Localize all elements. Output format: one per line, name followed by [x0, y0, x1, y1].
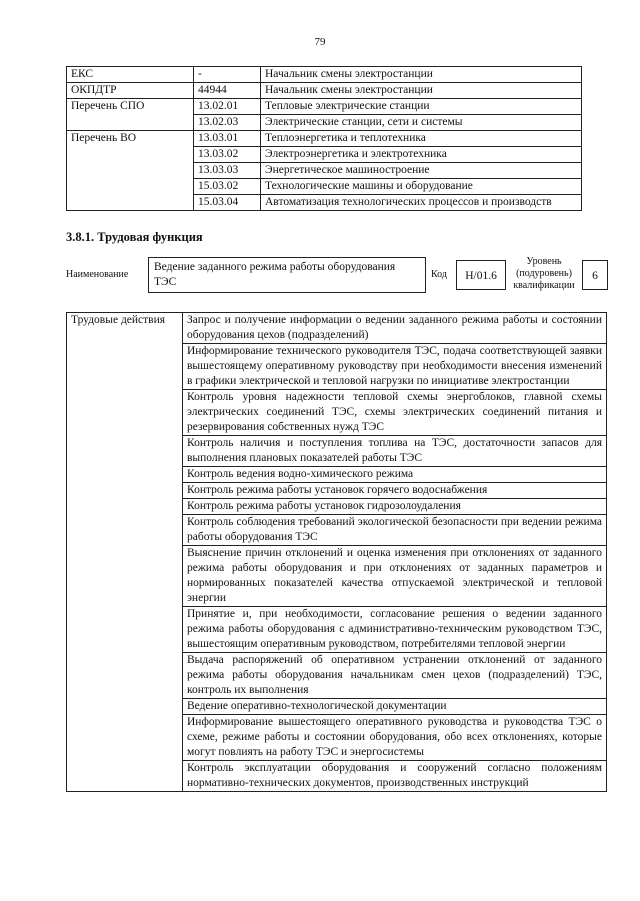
classifier-code: 13.03.02 — [194, 147, 261, 163]
classifier-code: 13.02.01 — [194, 99, 261, 115]
labor-action: Контроль режима работы установок горячего водоснабжения — [183, 483, 607, 499]
classifier-code: 13.02.03 — [194, 115, 261, 131]
actions-label: Трудовые действия — [67, 313, 183, 792]
classifiers-table — [66, 66, 582, 211]
labor-actions-table — [66, 312, 607, 792]
classifier-title: Тепловые электрические станции — [261, 99, 582, 115]
classifier-row — [67, 99, 582, 115]
labor-action: Информирование вышестоящего оперативного руководства и руководства ТЭС о схеме, режиме работы и состоянии оборудования, обо всех отклонениях, которые могут повлиять на работу ТЭС и энергосистемы — [183, 715, 607, 761]
classifier-name: ЕКС — [67, 67, 194, 83]
classifier-code: 44944 — [194, 83, 261, 99]
classifier-row — [67, 67, 582, 83]
labor-action: Информирование технического руководителя ТЭС, подача соответствующей заявки вышестоящему оперативному руководству при необходимости внесения изменений в графики электрической и тепловой нагрузки по инициативе электростанции — [183, 344, 607, 390]
name-label: Наименование — [66, 269, 129, 280]
labor-action: Контроль уровня надежности тепловой схемы энергоблоков, главной схемы электрических соединений ТЭС, схемы электрических соединений питания и резервирования собственных нужд ТЭС — [183, 390, 607, 436]
classifier-title: Теплоэнергетика и теплотехника — [261, 131, 582, 147]
classifier-title: Начальник смены электростанции — [261, 67, 582, 83]
function-code: Н/01.6 — [456, 260, 506, 290]
code-label: Код — [431, 269, 447, 280]
labor-action: Контроль наличия и поступления топлива на ТЭС, достаточности запасов для выполнения плановых показателей работы ТЭС — [183, 436, 607, 467]
section-title: 3.8.1. Трудовая функция — [66, 230, 203, 244]
action-row — [67, 313, 607, 344]
classifier-row — [67, 131, 582, 147]
labor-action: Выдача распоряжений об оперативном устранении отклонений от заданного режима работы оборудования начальникам смен цехов (подразделений) ТЭС, контроль их выполнения — [183, 653, 607, 699]
classifier-title: Энергетическое машиностроение — [261, 163, 582, 179]
classifier-name: Перечень СПО — [67, 99, 194, 131]
labor-action: Контроль ведения водно-химического режима — [183, 467, 607, 483]
classifier-code: 15.03.02 — [194, 179, 261, 195]
qualification-level: 6 — [582, 260, 608, 290]
function-header — [66, 254, 606, 298]
classifier-title: Начальник смены электростанции — [261, 83, 582, 99]
classifier-row — [67, 83, 582, 99]
labor-action: Ведение оперативно-технологической документации — [183, 699, 607, 715]
classifier-code: 15.03.04 — [194, 195, 261, 211]
classifier-title: Электроэнергетика и электротехника — [261, 147, 582, 163]
labor-action: Запрос и получение информации о ведении заданного режима работы и состоянии оборудования цехов (подразделений) — [183, 313, 607, 344]
classifier-code: 13.03.01 — [194, 131, 261, 147]
labor-action: Контроль режима работы установок гидрозолоудаления — [183, 499, 607, 515]
classifier-title: Электрические станции, сети и системы — [261, 115, 582, 131]
classifier-code: - — [194, 67, 261, 83]
classifier-title: Технологические машины и оборудование — [261, 179, 582, 195]
classifier-name: ОКПДТР — [67, 83, 194, 99]
labor-action: Контроль эксплуатации оборудования и сооружений согласно положениям нормативно-технических документов, производственных инструкций — [183, 761, 607, 792]
labor-action: Принятие и, при необходимости, согласование решения о ведении заданного режима работы оборудования с административно-техническим руководством ТЭС, вышестоящим оперативным руководством, потребителями тепловой энергии — [183, 607, 607, 653]
level-label: Уровень (подуровень) квалификации — [513, 256, 575, 291]
page-number: 79 — [314, 36, 326, 48]
classifier-name: Перечень ВО — [67, 131, 194, 211]
labor-action: Контроль соблюдения требований экологической безопасности при ведении режима работы оборудования ТЭС — [183, 515, 607, 546]
labor-action: Выяснение причин отклонений и оценка изменения при отклонениях от заданного режима работы оборудования и при отклонениях от заданных параметров и нормированных показателей качества отпускаемой электрической и тепловой энергии — [183, 546, 607, 607]
classifier-title: Автоматизация технологических процессов и производств — [261, 195, 582, 211]
function-name: Ведение заданного режима работы оборудования ТЭС — [148, 257, 426, 293]
classifier-code: 13.03.03 — [194, 163, 261, 179]
